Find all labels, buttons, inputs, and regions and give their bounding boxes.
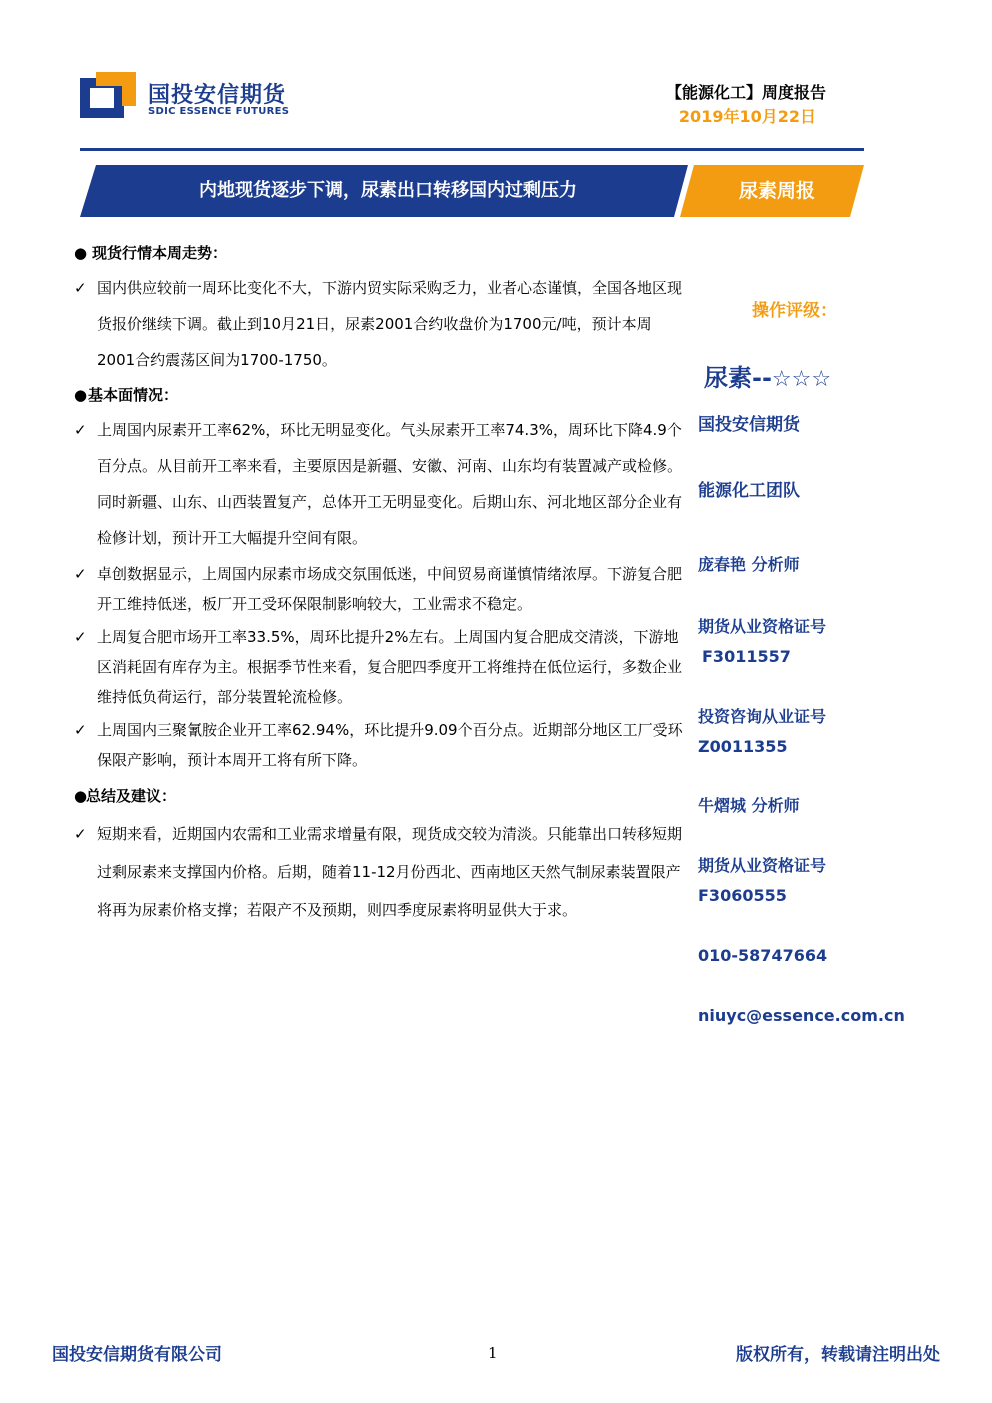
section-heading-spot: ● 现货行情本周走势：	[74, 238, 686, 268]
check-icon: ✓	[74, 279, 87, 297]
product-rating: 尿素--☆☆☆	[704, 364, 832, 392]
analyst-1-invest-number: Z0011355	[698, 737, 788, 756]
analyst-2-cert-number: F3060555	[698, 886, 787, 905]
report-date: 2019年10月22日	[678, 107, 816, 126]
sidebar-team: 能源化工团队	[698, 481, 800, 501]
analyst-1-cert-number: F3011557	[702, 647, 791, 666]
company-logo	[80, 72, 320, 122]
paragraph-compound-fertilizer: ✓ 上周复合肥市场开工率33.5%，周环比提升2%左右。上周国内复合肥成交清淡，下游地区消耗固有库存为主。根据季节性来看，复合肥四季度开工将维持在低位运行，多数企业维持低负荷运行，部分装置轮流检修。	[74, 622, 686, 712]
contact-email[interactable]: niuyc@essence.com.cn	[698, 1006, 905, 1025]
check-icon: ✓	[74, 721, 87, 739]
section-heading-fundamentals: ●基本面情况：	[74, 380, 686, 410]
logo-mark-icon	[80, 72, 138, 120]
banner-tag: 尿素周报	[738, 180, 815, 202]
logo-text-en: SDIC ESSENCE FUTURES	[148, 106, 290, 117]
analyst-1-cert-label: 期货从业资格证号	[698, 617, 827, 636]
footer-copyright: 版权所有，转载请注明出处	[736, 1345, 940, 1365]
check-icon: ✓	[74, 565, 87, 583]
header-divider	[80, 148, 864, 151]
paragraph-melamine: ✓ 上周国内三聚氰胺企业开工率62.94%，环比提升9.09个百分点。近期部分地区工厂受环保限产影响，预计本周开工将有所下降。	[74, 715, 686, 775]
page-number: 1	[488, 1344, 498, 1362]
section-heading-summary: ●总结及建议：	[74, 781, 686, 811]
check-icon: ✓	[74, 421, 87, 439]
bullet-icon: ●	[74, 787, 88, 805]
check-icon: ✓	[74, 825, 87, 843]
logo-text-cn: 国投安信期货	[148, 83, 287, 108]
analyst-1-invest-label: 投资咨询从业证号	[698, 707, 827, 726]
bullet-icon: ●	[74, 386, 88, 404]
sidebar-company: 国投安信期货	[698, 415, 800, 435]
star-rating-icon: ☆☆☆	[771, 367, 832, 392]
banner-title: 内地现货逐步下调，尿素出口转移国内过剩压力	[199, 180, 577, 201]
title-banner	[80, 165, 864, 217]
report-body	[74, 238, 686, 929]
paragraph-summary: ✓ 短期来看，近期国内农需和工业需求增量有限，现货成交较为清淡。只能靠出口转移短期过剩尿素来支撑国内价格。后期，随着11-12月份西北、西南地区天然气制尿素装置限产将再为尿素价格支撑；若限产不及预期，则四季度尿素将明显供大于求。	[74, 815, 686, 929]
paragraph-market-data: ✓ 卓创数据显示，上周国内尿素市场成交氛围低迷，中间贸易商谨慎情绪浓厚。下游复合肥开工维持低迷，板厂开工受环保限制影响较大，工业需求不稳定。	[74, 559, 686, 619]
paragraph-operating-rate: ✓ 上周国内尿素开工率62%，环比无明显变化。气头尿素开工率74.3%，周环比下降4.9个百分点。从目前开工率来看，主要原因是新疆、安徽、河南、山东均有装置减产或检修。同时新疆、山东、山西装置复产，总体开工无明显变化。后期山东、河北地区部分企业有检修计划，预计开工大幅提升空间有限。	[74, 412, 686, 556]
report-type: 【能源化工】周度报告	[665, 83, 826, 102]
check-icon: ✓	[74, 628, 87, 646]
footer-company: 国投安信期货有限公司	[52, 1345, 222, 1365]
analyst-2-cert-label: 期货从业资格证号	[698, 856, 827, 875]
bullet-icon: ●	[74, 244, 88, 262]
analyst-name-2: 牛熠城 分析师	[698, 796, 800, 815]
analyst-name-1: 庞春艳 分析师	[698, 555, 800, 574]
rating-label: 操作评级：	[752, 301, 837, 321]
paragraph-spot: ✓ 国内供应较前一周环比变化不大，下游内贸实际采购乏力，业者心态谨慎，全国各地区现货报价继续下调。截止到10月21日，尿素2001合约收盘价为1700元/吨，预计本周2001合约震荡区间为1700-1750。	[74, 270, 686, 378]
contact-phone: 010-58747664	[698, 946, 828, 965]
